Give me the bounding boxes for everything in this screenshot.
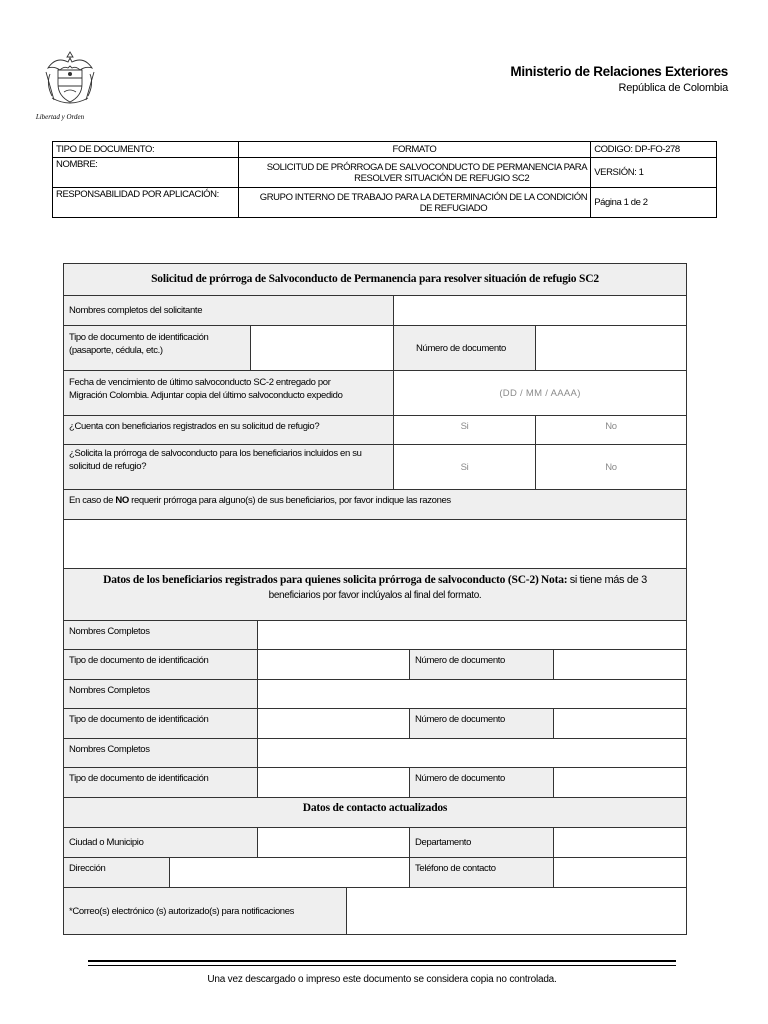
tipo-documento-field[interactable] <box>251 326 394 370</box>
version: VERSIÓN: 1 <box>591 158 717 188</box>
footer-divider-thick <box>88 960 676 962</box>
nota-text-1: si tiene más de 3 <box>569 574 647 586</box>
prorroga-si-option[interactable]: Si <box>394 445 536 489</box>
beneficiarios-title-row <box>63 569 687 621</box>
prorroga-line1: ¿Solicita la prórroga de salvoconducto para los beneficiarios incluidos en su <box>69 448 362 459</box>
coat-of-arms-logo <box>40 48 100 108</box>
pagina: Página 1 de 2 <box>591 188 717 218</box>
direccion-label: Dirección <box>64 858 170 887</box>
country-name: República de Colombia <box>618 82 728 94</box>
beneficiario-3-numero-label: Número de documento <box>410 768 554 797</box>
numero-documento-field[interactable] <box>536 326 686 370</box>
ministry-header <box>510 64 728 94</box>
nombres-solicitante-field[interactable] <box>394 296 686 325</box>
beneficiario-2-nombres-field[interactable] <box>258 680 686 708</box>
departamento-label: Departamento <box>410 828 554 857</box>
prorroga-question <box>64 445 394 489</box>
razones-field-row <box>63 520 687 569</box>
razones-pre: En caso de <box>69 495 116 506</box>
footer-text: Una vez descargado o impreso este documento se considera copia no controlada. <box>207 974 557 985</box>
prorroga-no-option[interactable]: No <box>605 461 617 473</box>
tipo-documento-line2: (pasaporte, cédula, etc.) <box>69 345 163 356</box>
beneficiario-3-tipo-field[interactable] <box>258 768 410 797</box>
beneficiario-3-doc-row <box>63 768 687 798</box>
contacto-title: Datos de contacto actualizados <box>64 798 686 827</box>
resp-value <box>238 188 590 218</box>
tipo-value: FORMATO <box>238 142 590 158</box>
nombre-value-line1: SOLICITUD DE PRÓRROGA DE SALVOCONDUCTO DE PERMANENCIA PARA <box>266 161 588 173</box>
tipo-documento-label <box>64 326 251 370</box>
prorroga-question-row <box>63 445 687 490</box>
beneficiario-3-numero-field[interactable] <box>554 768 686 797</box>
beneficiario-1-numero-label: Número de documento <box>410 650 554 679</box>
nombre-label: NOMBRE: <box>53 158 239 188</box>
razones-row <box>63 490 687 520</box>
beneficiario-2-numero-label: Número de documento <box>410 709 554 738</box>
razones-no: NO <box>115 495 129 506</box>
contacto-title-row <box>63 798 687 828</box>
fecha-row <box>63 371 687 416</box>
logo-caption: Libertad y Orden <box>35 113 85 121</box>
departamento-field[interactable] <box>554 828 686 857</box>
razones-field[interactable] <box>64 520 686 568</box>
correo-row <box>63 888 687 935</box>
direccion-row <box>63 858 687 888</box>
beneficiario-2-nombres-row <box>63 680 687 709</box>
beneficiario-1-numero-field[interactable] <box>554 650 686 679</box>
form-title: Solicitud de prórroga de Salvoconducto de Permanencia para resolver situación de refugio SC2 <box>64 264 686 295</box>
beneficiario-3-nombres-field[interactable] <box>258 739 686 767</box>
correo-label: *Correo(s) electrónico (s) autorizado(s) para notificaciones <box>64 888 347 934</box>
correo-field[interactable] <box>347 888 686 934</box>
beneficiarios-question-row <box>63 416 687 445</box>
beneficiario-2-numero-field[interactable] <box>554 709 686 738</box>
beneficiario-1-nombres-field[interactable] <box>258 621 686 649</box>
beneficiario-1-nombres-label: Nombres Completos <box>64 621 258 649</box>
fecha-line2: Migración Colombia. Adjuntar copia del último salvoconducto expedido <box>69 390 343 401</box>
beneficiarios-si-option[interactable]: Si <box>394 416 536 444</box>
tipo-label: TIPO DE DOCUMENTO: <box>53 142 239 158</box>
razones-post: requerir prórroga para alguno(s) de sus beneficiarios, por favor indique las razones <box>128 495 451 506</box>
beneficiario-3-nombres-row <box>63 739 687 768</box>
nombre-value <box>238 158 590 188</box>
beneficiarios-title-text: Datos de los beneficiarios registrados para quienes solicita prórroga de salvoconducto (SC-2) <box>103 574 539 586</box>
tipo-documento-row <box>63 326 687 371</box>
beneficiarios-no-option[interactable]: No <box>605 421 617 432</box>
refugio-form <box>63 263 687 935</box>
codigo: CODIGO: DP-FO-278 <box>591 142 717 158</box>
nota-text-2: beneficiarios por favor inclúyalos al final del formato. <box>268 590 482 601</box>
ciudad-row <box>63 828 687 858</box>
fecha-field[interactable]: (DD / MM / AAAA) <box>499 387 581 399</box>
razones-label <box>64 490 686 519</box>
telefono-label: Teléfono de contacto <box>410 858 554 887</box>
beneficiario-1-tipo-field[interactable] <box>258 650 410 679</box>
footer-divider-thin <box>88 965 676 966</box>
beneficiarios-question: ¿Cuenta con beneficiarios registrados en su solicitud de refugio? <box>64 416 394 444</box>
beneficiario-1-nombres-row <box>63 621 687 650</box>
ciudad-label: Ciudad o Municipio <box>64 828 258 857</box>
nombres-solicitante-label: Nombres completos del solicitante <box>64 296 394 325</box>
telefono-field[interactable] <box>554 858 686 887</box>
fecha-line1: Fecha de vencimiento de último salvoconducto SC-2 entregado por <box>69 377 331 388</box>
solicitante-row <box>63 296 687 326</box>
direccion-field[interactable] <box>170 858 410 887</box>
beneficiario-2-tipo-field[interactable] <box>258 709 410 738</box>
prorroga-line2: solicitud de refugio? <box>69 461 147 472</box>
resp-value-line1: GRUPO INTERNO DE TRABAJO PARA LA DETERMINACIÓN DE LA CONDICIÓN <box>259 191 588 203</box>
form-title-row <box>63 263 687 296</box>
beneficiario-2-tipo-label: Tipo de documento de identificación <box>64 709 258 738</box>
ministry-name: Ministerio de Relaciones Exteriores <box>510 64 728 79</box>
numero-documento-label: Número de documento <box>394 326 536 370</box>
beneficiario-3-nombres-label: Nombres Completos <box>64 739 258 767</box>
fecha-label <box>64 371 394 415</box>
ciudad-field[interactable] <box>258 828 410 857</box>
tipo-documento-line1: Tipo de documento de identificación <box>69 332 209 343</box>
beneficiario-1-tipo-label: Tipo de documento de identificación <box>64 650 258 679</box>
beneficiario-2-doc-row <box>63 709 687 739</box>
resp-value-line2: DE REFUGIADO <box>419 202 488 214</box>
beneficiarios-title <box>64 569 686 620</box>
beneficiario-3-tipo-label: Tipo de documento de identificación <box>64 768 258 797</box>
nota-label: Nota: <box>540 574 568 586</box>
beneficiario-2-nombres-label: Nombres Completos <box>64 680 258 708</box>
nombre-value-line2: RESOLVER SITUACIÓN DE REFUGIO SC2 <box>354 172 530 184</box>
beneficiario-1-doc-row <box>63 650 687 680</box>
resp-label: RESPONSABILIDAD POR APLICACIÓN: <box>53 188 239 218</box>
document-info-table <box>52 141 717 218</box>
